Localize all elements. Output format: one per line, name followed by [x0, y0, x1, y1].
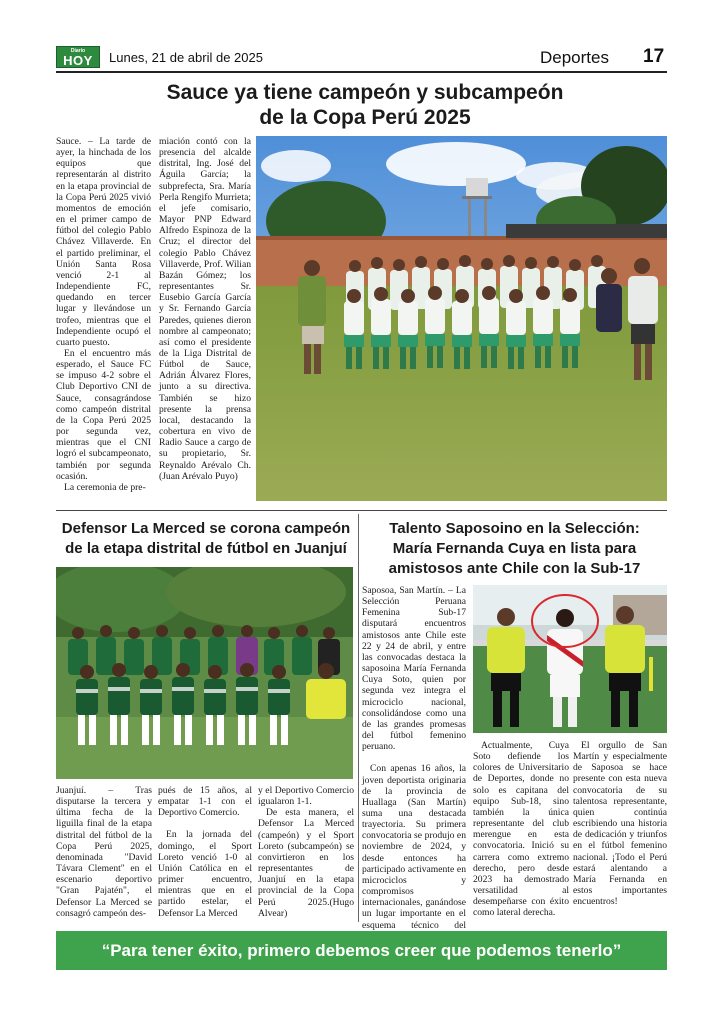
main-team-photo [256, 136, 667, 501]
section-divider-vertical [358, 514, 359, 922]
left-article-col1 [56, 785, 152, 919]
quote-banner [56, 931, 667, 970]
left-col2-p2: En la jornada del domingo, el Sport Loreto venció 1-0 al Unión Católica en el primer encuentro, mientras que en el partido estelar, el Defensor La Merced [158, 829, 252, 919]
left-article-headline [56, 519, 356, 559]
quote-text: “Para tener éxito, primero debemos creer que podemos tenerlo” [101, 941, 622, 960]
main-headline-line1: Sauce ya tiene campeón y subcampeón [166, 81, 564, 104]
main-headline [140, 80, 590, 130]
right-headline-line3: amistosos ante Chile con la Sub-17 [388, 560, 641, 577]
main-col1-p2: En el encuentro más esperado, el Sauce FC se impuso 4-2 sobre el Club Deportivo CNI de Sauce, consagrándose como campeón distrital de la Copa Perú 2025 por segunda vez, mientras que el CNI logró el subcampeonato, también por segunda ocasión. [56, 347, 151, 482]
main-article-col1 [56, 136, 151, 493]
left-col2-p1: pués de 15 años, al empatar 1-1 con el Deportivo Comercio. [158, 785, 252, 819]
juanjui-team-photo [56, 567, 353, 779]
logo-top-text: Diario [70, 48, 86, 54]
left-col3-p2: De esta manera, el Defensor La Merced (campeón) y el Sport Loreto (subcampeón) se convirtieron en los representantes de Juanjuí en la etapa provincial de la Copa Perú 2025.(Hugo Alvear) [258, 807, 354, 919]
header-rule [56, 71, 667, 73]
right-col3-text: El orgullo de San Martín y especialmente de Saposoa se hace presente con esta nueva convocatoria de su talentosa representante, quien continúa escribiendo una historia de dedicación y triunfos en el fútbol femenino nacional. ¡Todo el Perú estará alentando a María Fernanda en estos importantes encuentros! [573, 740, 667, 908]
right-article-headline [362, 519, 667, 579]
main-col2-text: miación contó con la presencia del alcalde distrital, Ing. José del Águila García; la subprefecta, Sra. María Perla Rengifo Murrieta; el jefe comisario, Mayor PNP Edward Alfredo Espinoza de la Cruz; el director del colegio Pablo Chávez Villaverde, Prof. Wilian Bazán Gómez; los representantes Sr. Eusebio García García y Sr. Fernando García Paredes, quienes dieron nombre al campeonato; así como el presidente de la Liga Distrital de Fútbol de Sauce, Adrián Álvarez Flores, junto a su directiva. También se hizo presente la prensa local, destacando la cobertura en vivo de Radio Sauce a cargo de su propietario, Sr. Reynaldo Arévalo Ch.(Juan Arévalo Puyo) [159, 136, 251, 482]
section-divider-horizontal [56, 510, 667, 511]
right-headline-line1: Talento Saposoino en la Selección: [389, 520, 640, 537]
left-article-col3 [258, 785, 354, 919]
right-col2-text: Actualmente, Cuya Soto defiende los colores de Universitario de Deportes, donde no solo es capitana del equipo Sub-18, sino también la única representante del club merengue en esta convocatoria. Inició su carrera como extremo derecho, pero desde 2023 ha demostrado versatilidad al desempeñarse con éxito como lateral derecha. [473, 740, 569, 919]
left-headline-line2: de la etapa distrital de fútbol en Juanjuí [65, 540, 347, 557]
page-number: 17 [643, 46, 665, 67]
issue-date: Lunes, 21 de abril de 2025 [109, 50, 263, 65]
section-name: Deportes [540, 48, 609, 67]
main-col1-p3: La ceremonia de pre- [64, 481, 146, 493]
right-article-col1 [362, 585, 466, 942]
main-headline-line2: de la Copa Perú 2025 [259, 106, 471, 129]
main-col1-p1: Sauce. – La tarde de ayer, la hinchada de los equipos que representarán al distrito en la etapa provincial de la Copa Perú 2025 vivió momentos de emoción en el primer campo de fútbol del colegio Pablo Chávez Villaverde. En el partido preliminar, el Unión Santa Rosa venció 2-1 al Independiente FC, quedando en tercer lugar y llevándose un trofeo, mientras que el Independiente ocupó el cuarto puesto. [56, 136, 151, 348]
right-article-col2 [473, 740, 569, 919]
left-col1-text: Juanjuí. – Tras disputarse la tercera y última fecha de la liguilla final de la etapa distrital del fútbol de la Copa Perú 2025, denominada "David Távara Clement" en el escenario deportivo "Gran Pajatén", el Defensor La Merced se consagró campeón des- [56, 785, 152, 919]
right-col1-p2: Con apenas 16 años, la joven deportista originaria de la provincia de Huallaga (San Martín) suma una destacada trayectoria. Su primera convocatoria se produjo en noviembre de 2024, y desde entonces ha participado activamente en microciclos y compromisos internacionales, ganándose un lugar importante en el esquema técnico del [362, 763, 466, 931]
left-headline-line1: Defensor La Merced se corona campeón [61, 520, 351, 537]
player-photo [473, 585, 667, 733]
right-article-col3 [573, 740, 667, 907]
main-article-col2 [159, 136, 251, 482]
newspaper-logo [56, 46, 100, 68]
left-article-col2 [158, 785, 252, 919]
logo-main-text: HOY [63, 53, 93, 68]
right-col1-p1: Saposoa, San Martín. – La Selección Peruana Femenina Sub-17 disputará encuentros amistosos ante Chile este 22 y 24 de abril, y entre las convocadas destaca la saposoina María Fernanda Cuya Soto, quien por segunda vez integra el microciclo nacional, consolidándose como una de las grandes promesas del fútbol femenino peruano. [362, 585, 466, 753]
left-col3-p1: y el Deportivo Comercio igualaron 1-1. [258, 785, 354, 808]
right-headline-line2: María Fernanda Cuya en lista para [392, 540, 637, 557]
